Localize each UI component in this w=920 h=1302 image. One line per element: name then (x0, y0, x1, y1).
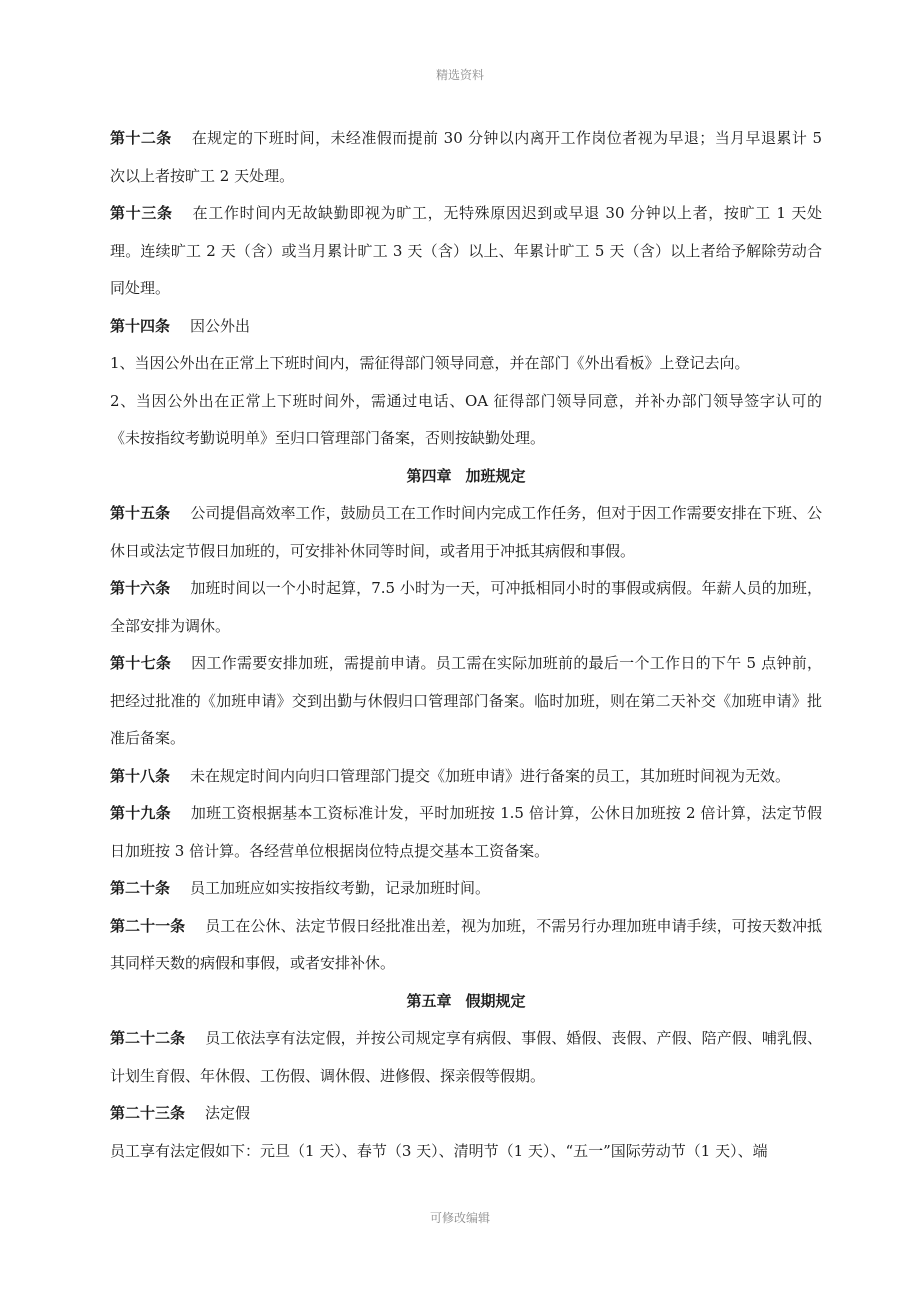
article-label: 第二十条 (110, 879, 171, 897)
document-body (110, 120, 822, 1170)
article-22 (110, 1020, 822, 1095)
list-item: 1、当因公外出在正常上下班时间内，需征得部门领导同意，并在部门《外出看板》上登记去向。 (110, 354, 750, 372)
article-17 (110, 645, 822, 758)
article-label: 第十四条 (110, 316, 171, 335)
chapter-title: 加班规定 (465, 466, 526, 485)
page-footer: 可修改编辑 (429, 1211, 490, 1225)
article-15 (110, 495, 822, 570)
article-text: 加班工资根据基本工资标准计发，平时加班按 1.5 倍计算，公休日加班按 2 倍计算，法定节假日加班按 3 倍计算。各经营单位根据岗位特点提交基本工资备案。 (110, 804, 822, 860)
article-12 (110, 120, 822, 195)
article-16 (110, 570, 822, 645)
list-item: 员工享有法定假如下：元旦（1 天）、春节（3 天）、清明节（1 天）、“五一”国际劳动节（1 天）、端 (110, 1141, 768, 1160)
list-item: 2、当因公外出在正常上下班时间外，需通过电话、OA 征得部门领导同意，并补办部门领导签字认可的《未按指纹考勤说明单》至归口管理部门备案，否则按缺勤处理。 (110, 391, 822, 447)
article-text: 在规定的下班时间，未经准假而提前 30 分钟以内离开工作岗位者视为早退；当月早退累计 5 次以上者按旷工 2 天处理。 (110, 129, 822, 185)
article-label: 第十九条 (110, 804, 171, 822)
article-text: 法定假 (205, 1104, 251, 1122)
article-label: 第十六条 (110, 579, 171, 597)
article-label: 第二十一条 (110, 916, 186, 935)
article-text: 因工作需要安排加班，需提前申请。员工需在实际加班前的最后一个工作日的下午 5 点钟前，把经过批准的《加班申请》交到出勤与休假归口管理部门备案。临时加班，则在第二天补交《加班申请》批准后备案。 (110, 654, 822, 747)
article-20 (110, 870, 822, 908)
article-text: 加班时间以一个小时起算，7.5 小时为一天，可冲抵相同小时的事假或病假。年薪人员的加班，全部安排为调休。 (110, 579, 822, 635)
article-text: 因公外出 (190, 316, 251, 335)
article-13 (110, 195, 822, 308)
article-text: 在工作时间内无故缺勤即视为旷工，无特殊原因迟到或早退 30 分钟以上者，按旷工 1 天处理。连续旷工 2 天（含）或当月累计旷工 3 天（含）以上、年累计旷工 5 天（含）以上者给予解除劳动合同处理。 (110, 204, 822, 297)
chapter-title: 假期规定 (465, 991, 526, 1010)
article-text: 员工在公休、法定节假日经批准出差，视为加班，不需另行办理加班申请手续，可按天数冲抵其同样天数的病假和事假，或者安排补休。 (110, 916, 822, 972)
article-23 (110, 1095, 822, 1133)
article-label: 第十八条 (110, 766, 171, 785)
article-label: 第二十三条 (110, 1104, 186, 1122)
chapter-number: 第四章 (406, 466, 452, 485)
article-19 (110, 795, 822, 870)
article-21 (110, 908, 822, 983)
article-label: 第十五条 (110, 504, 171, 522)
article-label: 第十三条 (110, 204, 173, 222)
page-header: 精选资料 (435, 68, 484, 82)
chapter-number: 第五章 (406, 991, 452, 1010)
article-14 (110, 308, 822, 346)
chapter-heading (110, 458, 822, 496)
article-label: 第十七条 (110, 654, 172, 672)
article-text: 未在规定时间内向归口管理部门提交《加班申请》进行备案的员工，其加班时间视为无效。 (190, 766, 791, 785)
article-text: 员工加班应如实按指纹考勤，记录加班时间。 (190, 879, 491, 897)
article-18 (110, 758, 822, 796)
chapter-heading (110, 983, 822, 1021)
article-label: 第二十二条 (110, 1029, 186, 1047)
article-label: 第十二条 (110, 129, 172, 147)
article-text: 公司提倡高效率工作，鼓励员工在工作时间内完成工作任务，但对于因工作需要安排在下班、公休日或法定节假日加班的，可安排补休同等时间，或者用于冲抵其病假和事假。 (110, 504, 822, 560)
article-text: 员工依法享有法定假，并按公司规定享有病假、事假、婚假、丧假、产假、陪产假、哺乳假、计划生育假、年休假、工伤假、调休假、进修假、探亲假等假期。 (110, 1029, 822, 1085)
